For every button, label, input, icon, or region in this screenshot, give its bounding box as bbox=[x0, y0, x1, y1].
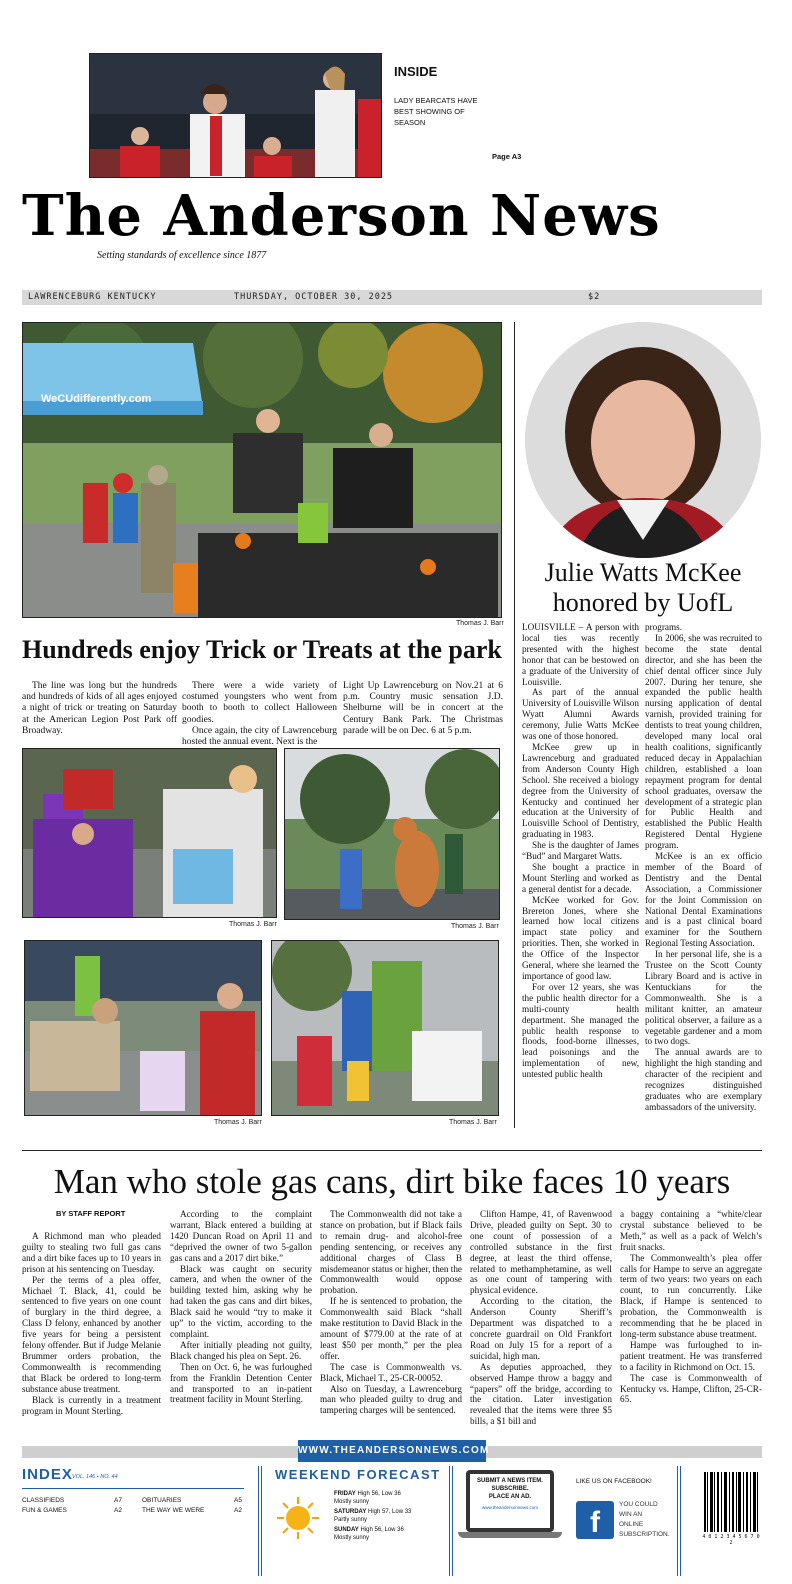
basket-photo-art bbox=[25, 941, 262, 1116]
grid-photo-basket[interactable] bbox=[24, 940, 262, 1116]
footer-divider-1 bbox=[258, 1466, 259, 1576]
index-page: A2 bbox=[114, 1507, 122, 1514]
mckee-p5: She bought a practice in Mount Sterling and worked as a general dentist for a decade. bbox=[522, 861, 639, 894]
gas-p9: If he is sentenced to probation, the Commonwealth said Black “shall make restitution to David Black in the amount of $779.00 at the rate of at least $50 per month,” per the plea offer. bbox=[320, 1296, 462, 1361]
mckee-p8: programs. bbox=[645, 622, 682, 632]
gas-p15: a baggy containing a “white/clear crystal substance believed to be Meth,” as well as a pack of Welch’s fruit snacks. bbox=[620, 1209, 762, 1252]
portrait-art bbox=[525, 322, 761, 558]
barcode-number: 4 0 1 2 3 4 5 6 7 0 2 bbox=[702, 1534, 760, 1546]
index-page: A5 bbox=[234, 1497, 242, 1504]
minnie-photo-art bbox=[272, 941, 499, 1116]
grid-photo-minnie[interactable] bbox=[271, 940, 499, 1116]
footer-divider-1b bbox=[261, 1466, 262, 1576]
masthead-title: The Anderson News bbox=[22, 183, 661, 249]
mckee-p7: For over 12 years, she was the public health director for a multi-county health department. She managed the public health response to floods, food-borne illnesses, lead poisonings and the implementation of new, untested public health bbox=[522, 981, 639, 1080]
photo-credit-basket: Thomas J. Barr bbox=[214, 1119, 262, 1126]
gas-p5: Black was caught on security camera, and when the owner of the building texted him, asking why he had taken the gas cans and dirt bikes, Black said he would “try to make it up” to the victim, according to the complaint. bbox=[170, 1263, 312, 1339]
tent-sign-text: WeCUdifferently.com bbox=[41, 393, 152, 405]
gas-p4: According to the complaint warrant, Black entered a building at 1420 Duncan Road on April 11 and “deprived the owner of two 5-gallon gas cans and a 2017 dirt bike.” bbox=[170, 1209, 312, 1263]
index-name: CLASSIFIEDS bbox=[22, 1497, 65, 1504]
index-name: OBITUARIES bbox=[142, 1497, 182, 1504]
forecast-day: SATURDAY bbox=[334, 1509, 367, 1515]
sun-icon bbox=[276, 1496, 320, 1540]
photo-credit-minnie: Thomas J. Barr bbox=[449, 1119, 497, 1126]
forecast-cond: Partly sunny bbox=[334, 1517, 368, 1523]
grid-photo-witch[interactable] bbox=[22, 748, 277, 918]
inside-label: INSIDE bbox=[394, 64, 438, 79]
gas-p11: Also on Tuesday, a Lawrenceburg man who pleaded guilty to drug and tampering charges will be sentenced. bbox=[320, 1383, 462, 1416]
forecast-title: WEEKEND FORECAST bbox=[275, 1467, 441, 1482]
gas-col-1 bbox=[22, 1231, 161, 1416]
gas-p14: As deputies approached, they observed Hampe throw a baggy and “papers” off the bridge, according to the citation. Later investigation revealed that the items were three $5 bills, a $1 bill and bbox=[470, 1361, 612, 1427]
footer-divider-3b bbox=[680, 1466, 681, 1576]
dateline-location: LAWRENCEBURG KENTUCKY bbox=[28, 292, 157, 302]
forecast-temps: High 57, Low 33 bbox=[368, 1509, 412, 1515]
gas-p12: Clifton Hampe, 41, of Ravenwood Drive, pleaded guilty on Sept. 30 to one count of possession of a controlled substance in the first degree, at least the third offense, related to methamphetamine, as well as one count of tampering with physical evidence. bbox=[470, 1209, 612, 1296]
dateline-date: THURSDAY, OCTOBER 30, 2025 bbox=[234, 292, 394, 302]
index-rule bbox=[22, 1488, 244, 1489]
index-name: THE WAY WE WERE bbox=[142, 1507, 205, 1514]
promo-line-3: ONLINE bbox=[619, 1521, 644, 1528]
gas-byline: BY STAFF REPORT bbox=[56, 1209, 126, 1218]
laptop-line-1: SUBMIT A NEWS ITEM. bbox=[477, 1478, 543, 1484]
mckee-p1: LOUISVILLE – A person with local ties was recently presented with the highest honor that can be bestowed on a graduate of the University of Louisville. bbox=[522, 622, 639, 687]
index-page: A2 bbox=[234, 1507, 242, 1514]
forecast-friday bbox=[334, 1490, 444, 1506]
mckee-p2: As part of the annual University of Louisville Wilson Wyatt Alumni Awards ceremony, Julie Watts McKee was one of those honored. bbox=[522, 687, 639, 742]
laptop-line-2: SUBSCRIBE. bbox=[491, 1486, 529, 1492]
index-item-obituaries[interactable] bbox=[142, 1497, 244, 1504]
mckee-p12: The annual awards are to highlight the high standing and character of the recipient and recognizes distinguished graduates who are exemplary ambassadors of the university. bbox=[645, 1047, 762, 1112]
gas-p1: A Richmond man who pleaded guilty to stealing two full gas cans and a dirt bike faces up to 10 years in prison at his sentencing on Tuesday. bbox=[22, 1231, 161, 1274]
index-page: A7 bbox=[114, 1497, 122, 1504]
gas-col-4 bbox=[470, 1209, 612, 1427]
laptop-ad[interactable] bbox=[458, 1470, 562, 1542]
forecast-sunday bbox=[334, 1526, 444, 1542]
gas-p10: The case is Commonwealth vs. Black, Michael T., 25-CR-00052. bbox=[320, 1361, 462, 1383]
sun-icon-art bbox=[276, 1496, 320, 1540]
forecast-temps: High 56, Low 36 bbox=[357, 1491, 401, 1497]
inside-page-ref: Page A3 bbox=[492, 152, 522, 161]
inside-teaser[interactable]: LADY BEARCATS HAVE BEST SHOWING OF SEASON bbox=[394, 96, 478, 127]
gas-col-3 bbox=[320, 1209, 462, 1416]
gas-p2: Per the terms of a plea offer, Michael T. Black, 41, could be sentenced to five years on one count of burglary in the third degree, a Class D felony, enhanced by another five years for being a persistent felony offender. But if Judge Melanie Brummer orders probation, the Commonwealth is recommending that Black be ordered to long-term substance abuse treatment. bbox=[22, 1274, 161, 1394]
website-link[interactable]: WWW.THEANDERSONNEWS.COM bbox=[298, 1440, 486, 1462]
index-item-classifieds[interactable] bbox=[22, 1497, 122, 1504]
barcode bbox=[702, 1470, 760, 1546]
mckee-p3: McKee grew up in Lawrenceburg and graduated from Anderson County High School. She received a biology degree from the University of Kentucky and continued her education at the University of Louisville School of Dentistry, graduating in 1983. bbox=[522, 741, 639, 840]
mckee-p11: In her personal life, she is a Trustee on the Scott County Library Board and is active in Kentuckians for the Commonwealth. She is a militant knitter, an amateur political observer, a failure as a vegetable gardener and a mom to two dogs. bbox=[645, 949, 762, 1047]
forecast-saturday bbox=[334, 1508, 444, 1524]
masthead-tagline: Setting standards of excellence since 1877 bbox=[97, 250, 267, 261]
index-item-fun-games[interactable] bbox=[22, 1507, 122, 1514]
witch-photo-art bbox=[23, 749, 277, 918]
trick-or-treat-main-photo[interactable] bbox=[22, 322, 502, 618]
trick-headline[interactable]: Hundreds enjoy Trick or Treats at the park bbox=[22, 635, 502, 664]
gas-p18: The case is Commonwealth of Kentucky vs. Hampe, Clifton, 25-CR-65. bbox=[620, 1372, 762, 1405]
dateline-price: $2 bbox=[588, 292, 601, 302]
photo-credit-dinosaur: Thomas J. Barr bbox=[451, 923, 499, 930]
forecast-cond: Mostly sunny bbox=[334, 1535, 370, 1541]
mckee-portrait[interactable] bbox=[525, 322, 761, 558]
mckee-p9: In 2006, she was recruited to become the state dental director, and she has been the chief dental officer since July 2007. During her tenure, she expanded the public health nursing application of dental varnish, provided training for dentists to treat young children, developed many local oral health coalitions, significantly reduced decay in Appalachian children, established a loan repayment program for dental school graduates, oversaw the development of a strategic plan for Public Health and established the Public Health Registered Dental Hygiene program. bbox=[645, 632, 762, 851]
online-subscription-promo[interactable] bbox=[619, 1500, 670, 1540]
volleyball-photo-art bbox=[90, 54, 382, 178]
laptop-base bbox=[458, 1532, 562, 1538]
promo-line-2: WIN AN bbox=[619, 1511, 643, 1518]
gas-col-2 bbox=[170, 1209, 312, 1405]
mckee-p6: McKee worked for Gov. Brereton Jones, where she learned how local citizens impact state policy and priorities. Then, she worked in the Office of the Inspector General, where she learned the importance of good law. bbox=[522, 894, 639, 981]
gas-col-5 bbox=[620, 1209, 762, 1405]
footer-divider-3 bbox=[677, 1466, 678, 1576]
trick-col-1-text: The line was long but the hundreds and hundreds of kids of all ages enjoyed a night of trick or treating on Saturday at the American Legion Post Park off Broadway. bbox=[22, 681, 177, 736]
forecast-temps: High 56, Low 36 bbox=[360, 1527, 404, 1533]
index-title: INDEX bbox=[22, 1466, 73, 1483]
footer-divider-2b bbox=[452, 1466, 453, 1576]
forecast-day: FRIDAY bbox=[334, 1491, 356, 1497]
mckee-col-1 bbox=[522, 622, 639, 1080]
gas-p6: After initially pleading not guilty, Black changed his plea on Sept. 26. bbox=[170, 1339, 312, 1361]
facebook-icon[interactable]: f bbox=[576, 1501, 614, 1539]
laptop-screen bbox=[466, 1470, 554, 1532]
facebook-label: LIKE US ON FACEBOOK! bbox=[576, 1478, 652, 1485]
dateline-bar bbox=[22, 290, 762, 305]
gas-p17: Hampe was furloughed to in-patient treatment. He was transferred to a facility in Richmond on Oct. 15. bbox=[620, 1339, 762, 1372]
gas-p13: According to the citation, the Anderson County Sheriff’s Department was dispatched to a concrete guardrail on Old Frankfort Road on July 15 for a report of a suicidal, high man. bbox=[470, 1296, 612, 1361]
footer-divider-2 bbox=[449, 1466, 450, 1576]
photo-credit-witch: Thomas J. Barr bbox=[229, 921, 277, 928]
forecast-cond: Mostly sunny bbox=[334, 1499, 370, 1505]
main-photo-art bbox=[23, 323, 502, 618]
mckee-headline[interactable]: Julie Watts McKee honored by UofL bbox=[544, 558, 742, 617]
inside-volleyball-photo[interactable] bbox=[89, 53, 382, 178]
forecast-day: SUNDAY bbox=[334, 1527, 359, 1533]
index-item-way-we-were[interactable] bbox=[142, 1507, 244, 1514]
laptop-screen-inner bbox=[470, 1474, 550, 1528]
gas-p8: The Commonwealth did not take a stance on probation, but if Black fails to remain drug- and alcohol-free pending sentencing, or receives any additional charges of Class B misdemeanor status or higher, then the Commonwealth would oppose probation. bbox=[320, 1209, 463, 1296]
column-divider bbox=[514, 322, 515, 1128]
gas-p16: The Commonwealth’s plea offer calls for Hampe to serve an aggregate term of two years: two years on each count, to run concurrently. Like Black, if Hampe is sentenced to probation, the Commonwealth is recommending that he be placed in long-term substance abuse treatment. bbox=[620, 1252, 762, 1339]
photo-credit-main: Thomas J. Barr bbox=[456, 620, 504, 627]
mckee-p10: McKee is an ex officio member of the Board of Dentistry and the Dental Association, a Commissioner for the Joint Commission on National Dental Examinations and is a past clinical board examiner for the Southern Regional Testing Association. bbox=[645, 851, 762, 949]
index-volume: VOL. 146 • NO. 44 bbox=[72, 1474, 118, 1480]
mckee-col-2 bbox=[645, 622, 762, 1113]
gas-p7: Then on Oct. 6, he was furloughed from the Franklin Detention Center and transported to an in-patient treatment facility in Mount Sterling. bbox=[170, 1361, 312, 1405]
mckee-p4: She is the daughter of James “Bud” and Margaret Watts. bbox=[522, 840, 639, 862]
section-rule bbox=[22, 1150, 762, 1151]
gas-p3: Black is currently in a treatment program in Mount Sterling. bbox=[22, 1394, 161, 1416]
trick-col-2-text: There were a wide variety of costumed youngsters who went from booth to booth to collect Halloween goodies. bbox=[182, 681, 337, 725]
grid-photo-dinosaur[interactable] bbox=[284, 748, 500, 920]
laptop-url: www.theandersonnews.com bbox=[481, 1505, 539, 1510]
trick-col-3 bbox=[343, 681, 503, 737]
promo-line-1: YOU COULD bbox=[619, 1501, 658, 1508]
trick-col-2 bbox=[182, 681, 337, 748]
promo-line-4: SUBSCRIPTION. bbox=[619, 1531, 670, 1538]
index-name: FUN & GAMES bbox=[22, 1507, 67, 1514]
trick-col-3-text: Light Up Lawrenceburg on Nov.21 at 6 p.m. Country music sensation J.D. Shelburne will be in concert at the Century Bank Park. The Christmas parade will be on Dec. 6 at 5 p.m. bbox=[343, 681, 503, 736]
laptop-line-3: PLACE AN AD. bbox=[488, 1494, 532, 1500]
trick-col-1 bbox=[22, 681, 177, 737]
gas-headline[interactable]: Man who stole gas cans, dirt bike faces 10 years bbox=[53, 1162, 731, 1201]
dinosaur-photo-art bbox=[285, 749, 500, 920]
trick-col-2b-text: Once again, the city of Lawrenceburg hosted the annual event. Next is the bbox=[182, 725, 337, 748]
